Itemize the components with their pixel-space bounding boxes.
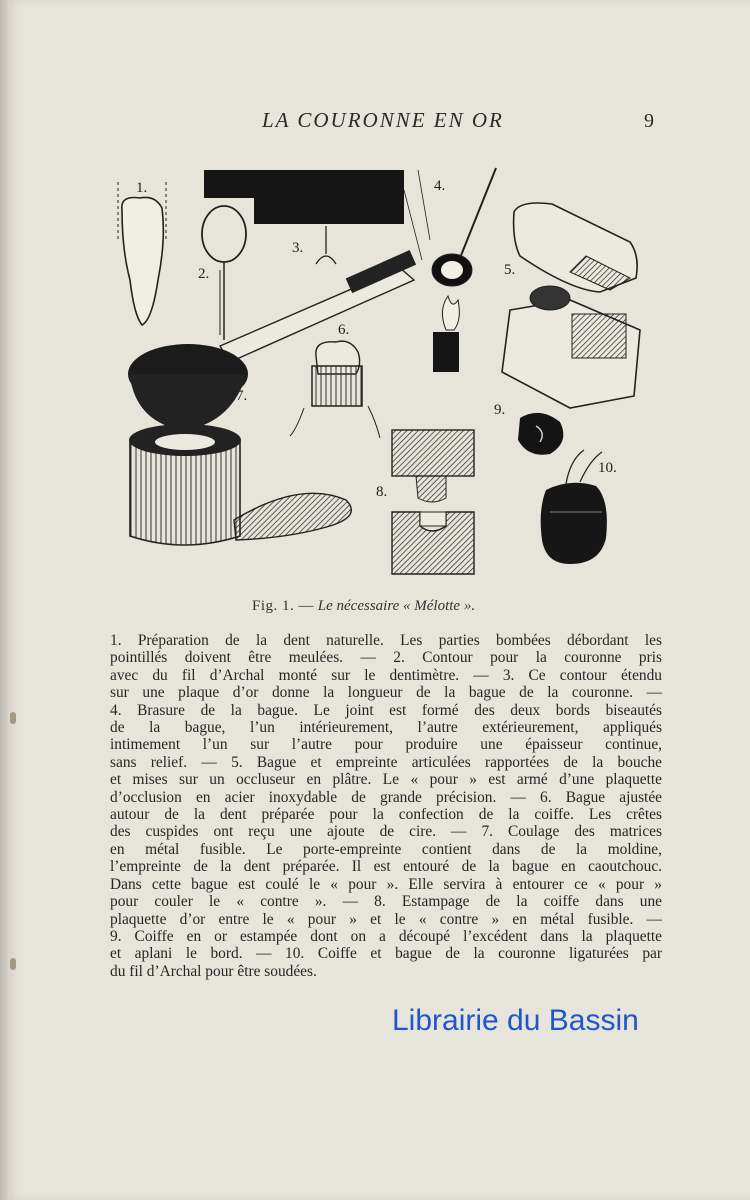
figure-label-3: 3. [292,240,304,256]
text-line: du fil d’Archal pour être soudées. [110,962,317,980]
text-line: Dans cette bague est coulé le « pour ». Elle servira à entourer ce « pour » [110,875,662,893]
text-line: l’empreinte de la dent préparée. Il est entouré de la bague en caoutchouc. [110,858,662,876]
figure-label-7: 7. [236,388,248,404]
edge-stain [10,958,16,970]
text-line: intimement l’un sur l’autre pour produire une épaisseur continue, [110,736,662,754]
ligated-crown-drawing [541,450,607,564]
edge-stain [10,712,16,724]
figure-label-10: 10. [598,460,617,476]
caption-title: Le nécessaire « Mélotte ». [317,598,476,614]
legend-paragraph [110,632,662,980]
figure-label-5: 5. [504,262,516,278]
crown-cap-drawing [518,413,563,455]
page-header [0,108,750,138]
text-line: sans relief. — 5. Bague et empreinte articulées rapportées de la bouche [110,753,662,771]
crown-band-drawing [290,341,380,438]
text-line: sur une plaque d’or donne la longueur de la bague de la couronne. — [110,684,662,702]
dental-kit-engraving [100,160,670,580]
text-line: 4. Brasure de la bague. Le joint est formé des deux bords biseautés [110,701,662,719]
text-line: autour de la dent préparée pour la confection de la coiffe. Les crêtes [110,806,662,824]
text-line: 9. Coiffe en or estampée dont on a découpé l’excédent dans la plaquette [110,927,662,945]
figure-label-9: 9. [494,402,506,418]
text-line: des cuspides ont reçu une ajoute de cire. — 7. Coulage des matrices [110,823,662,841]
text-line: pour couler le « contre ». — 8. Estampage de la coiffe dans une [110,893,662,911]
page-number: 9 [644,110,654,132]
running-title: LA COURONNE EN OR [262,108,504,132]
casting-ladle-drawing [128,250,416,545]
figure-illustration [100,160,670,580]
text-line: et aplani le bord. — 10. Coiffe et bague de la couronne ligaturées par [110,945,662,963]
text-line: de la bague, l’un intérieurement, l’autre extérieurement, appliqués [110,719,662,737]
figure-label-6: 6. [338,322,350,338]
page-gutter [0,0,10,1200]
text-line: 1. Préparation de la dent naturelle. Les parties bombées débordant les [110,632,662,649]
figure-label-8: 8. [376,484,388,500]
text-line: en métal fusible. Le porte-empreinte contient dans de la moldine, [110,840,662,858]
text-line: avec du fil d’Archal monté sur le dentimètre. — 3. Ce contour étendu [110,666,662,684]
stamping-die-drawing [392,430,474,574]
text-line: pointillés doivent être meulées. — 2. Contour pour la couronne pris [110,649,662,667]
figure-label-1: 1. [136,180,148,196]
gold-plate-drawing [204,170,404,264]
bookseller-watermark: Librairie du Bassin [392,1004,639,1037]
band-soldering-drawing [404,168,496,372]
figure-label-4: 4. [434,178,446,194]
text-line: et mises sur un occluseur en plâtre. Le « pour » est armé d’une plaquette [110,771,662,789]
figure-label-2: 2. [198,266,210,282]
text-line: plaquette d’or entre le « pour » et le « contre » en métal fusible. — [110,910,662,928]
text-line: d’occlusion en acier inoxydable de grande précision. — 6. Bague ajustée [110,788,662,806]
tooth-drawing [118,182,166,325]
occluder-drawing [502,203,640,408]
caption-label: Fig. 1. — [252,598,315,614]
